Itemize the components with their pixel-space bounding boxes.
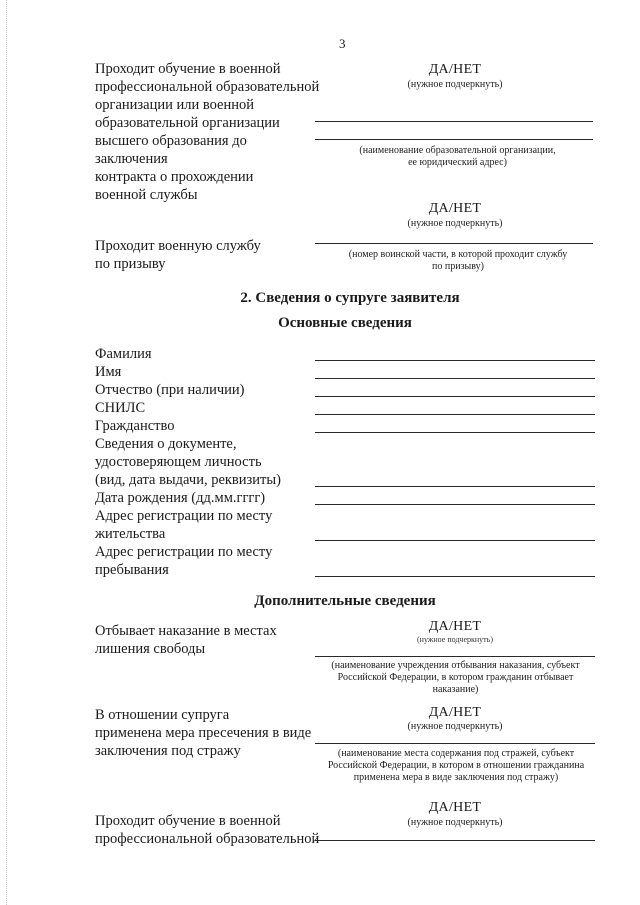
detention-yes-no[interactable]: ДА/НЕТ [428, 705, 482, 720]
spouse-study-label: Проходит обучение в военной профессиональной образовательной [95, 813, 320, 847]
citizenship-label: Гражданство [95, 418, 175, 434]
citizenship-field[interactable] [315, 432, 595, 433]
spouse-study-yes-no-hint: (нужное подчеркнуть) [407, 817, 503, 828]
surname-label: Фамилия [95, 346, 152, 362]
patronymic-label: Отчество (при наличии) [95, 382, 245, 398]
id-document-label: Сведения о документе, удостоверяющем личность (вид, дата выдачи, реквизиты) [95, 436, 281, 488]
snils-field[interactable] [315, 414, 595, 415]
name-field[interactable] [315, 378, 595, 379]
conscript-unit-line[interactable] [315, 243, 593, 244]
snils-label: СНИЛС [95, 400, 146, 416]
conscript-yes-no-hint: (нужное подчеркнуть) [407, 218, 503, 229]
page-number: 3 [339, 36, 346, 51]
study-yes-no-hint: (нужное подчеркнуть) [407, 79, 503, 90]
reg-stay-label: Адрес регистрации по месту пребывания [95, 544, 273, 578]
study-yes-no[interactable]: ДА/НЕТ [428, 62, 482, 77]
prison-field[interactable] [315, 656, 595, 657]
name-label: Имя [95, 364, 122, 380]
reg-residence-label: Адрес регистрации по месту жительства [95, 508, 273, 542]
section-2-heading: 2. Сведения о супруге заявителя [240, 290, 460, 306]
reg-residence-field[interactable] [315, 540, 595, 541]
study-label: Проходит обучение в военной профессиональной образовательной организации или военной образовательной организации высшего образования до заключения контракта о прохождении военной службы [95, 61, 320, 203]
detention-hint: (наименование места содержания под стражей, субъект Российской Федерации, в котором в отношении гражданина применена мера в виде заключения под стражу) [327, 748, 585, 783]
patronymic-field[interactable] [315, 396, 595, 397]
prison-yes-no-hint: (нужное подчеркнуть) [417, 635, 493, 644]
additional-info-heading: Дополнительные сведения [254, 593, 436, 609]
conscript-unit-hint: (номер воинской части, в которой проходит службу по призыву) [348, 249, 568, 272]
study-org-line-2[interactable] [315, 139, 593, 140]
detention-field[interactable] [315, 743, 595, 744]
detention-yes-no-hint: (нужное подчеркнуть) [407, 721, 503, 732]
surname-field[interactable] [315, 360, 595, 361]
basic-info-heading: Основные сведения [278, 315, 412, 331]
prison-label: Отбывает наказание в местах лишения свободы [95, 623, 277, 657]
scan-edge [0, 0, 7, 905]
birth-date-label: Дата рождения (дд.мм.гггг) [95, 490, 266, 506]
study-org-line-1[interactable] [315, 121, 593, 122]
birth-date-field[interactable] [315, 504, 595, 505]
prison-hint: (наименование учреждения отбывания наказания, субъект Российской Федерации, в котором гражданин отбывает наказание) [331, 660, 580, 695]
reg-stay-field[interactable] [315, 576, 595, 577]
spouse-study-field[interactable] [315, 840, 595, 841]
prison-yes-no[interactable]: ДА/НЕТ [428, 619, 482, 634]
spouse-study-yes-no[interactable]: ДА/НЕТ [428, 800, 482, 815]
conscript-label: Проходит военную службу по призыву [95, 238, 261, 272]
detention-label: В отношении супруга применена мера пресечения в виде заключения под стражу [95, 707, 312, 759]
study-org-hint: (наименование образовательной организации, ее юридический адрес) [359, 145, 556, 168]
id-document-field[interactable] [315, 486, 595, 487]
conscript-yes-no[interactable]: ДА/НЕТ [428, 201, 482, 216]
